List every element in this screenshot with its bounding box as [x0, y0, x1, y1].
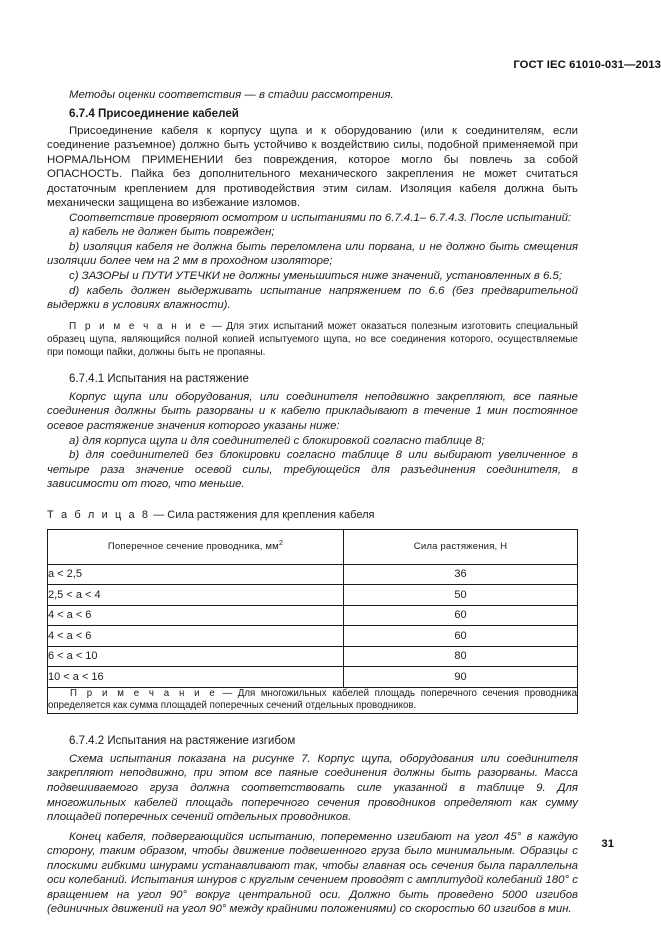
- cell-conductor-section: a < 2,5: [48, 564, 344, 585]
- note-body: — Для этих испытаний может оказаться полезным изготовить специальный образец щупа, являющийся полной копией испытуемого щупа, но все соединения которого, осуществляемые при помощи пайки, должны быть не пропаяны.: [47, 320, 578, 359]
- intro-paragraph: Методы оценки соответствия — в стадии рассмотрения.: [69, 89, 394, 101]
- table-row: [48, 564, 578, 585]
- column-header-conductor-section: [48, 529, 344, 564]
- cell-conductor-section: 6 < a < 10: [48, 646, 344, 667]
- cell-conductor-section: 2,5 < a < 4: [48, 585, 344, 606]
- table-note-row: [48, 687, 578, 713]
- table-8-tensile-force: [47, 529, 578, 714]
- cell-tensile-force: 90: [344, 667, 578, 688]
- list-item-c: c) ЗАЗОРЫ и ПУТИ УТЕЧКИ не должны уменьшиться ниже значений, установленных в 6.5;: [69, 270, 563, 283]
- table-caption-text: — Сила растяжения для крепления кабеля: [150, 508, 375, 521]
- paragraph-6-7-4-2-first: Схема испытания показана на рисунке 7. Корпус щупа, оборудования или соединителя закрепляют неподвижно, при этом все паяные соединения должны быть разорваны. Масса подвешиваемого груза должна соответствовать силе указанной в таблице 9. Для многожильных кабелей площадь поперечного сечения проводников определяют как сумму площадей поперечных сечений отдельных проводников.: [47, 752, 578, 824]
- cell-conductor-section: 4 < a < 6: [48, 626, 344, 647]
- table-8-caption: [47, 508, 578, 522]
- table-note-text: — Для многожильных кабелей площадь поперечного сечения проводника определяется как сумма площадей поперечных сечений отдельных проводников.: [48, 687, 577, 712]
- table-head: [48, 529, 578, 564]
- heading-6-7-4-2: 6.7.4.2 Испытания на растяжение изгибом: [69, 734, 296, 747]
- table-row: [48, 646, 578, 667]
- conformity-lead: Соответствие проверяют осмотром и испытаниями по 6.7.4.1– 6.7.4.3. После испытаний:: [69, 211, 572, 224]
- cell-conductor-section: 4 < a < 6: [48, 605, 344, 626]
- list-item-b: b) изоляция кабеля не должна быть переломлена или порвана, и не должно быть смещения изоляции более чем на 2 мм в проходном изоляторе;: [47, 240, 578, 268]
- table-header-row: [48, 529, 578, 564]
- table-row: [48, 667, 578, 688]
- paragraph-6-7-4: Присоединение кабеля к корпусу щупа и к оборудованию (или к соединителям, если соединение разъемное) должно быть устойчиво к воздействию силы, подобной применяемой при НОРМАЛЬНОМ ПРИМЕНЕНИИ без повреждения, которое могло бы повлечь за собой ОПАСНОСТЬ. Пайка без дополнительного механического закрепления не может считаться достаточным креплением для противодействия этим силам. Изоляция кабеля должна быть механически защищена во избежание изломов.: [47, 124, 578, 210]
- list-item-6741-b: b) для соединителей без блокировки согласно таблице 8 или выбирают увеличенное в четыре раза значение осевой силы, требующейся для разъединения соединителя, в зависимости от того, что меньше.: [47, 449, 578, 491]
- note-label: П р и м е ч а н и е: [69, 320, 208, 332]
- cell-tensile-force: 80: [344, 646, 578, 667]
- column-header-text: Поперечное сечение проводника, мм: [107, 541, 279, 553]
- list-item-d: d) кабель должен выдерживать испытание напряжением по 6.6 (без предварительной выдержки в условиях влажности).: [47, 284, 578, 312]
- column-header-text: Сила растяжения, Н: [413, 541, 508, 553]
- list-item-a: a) кабель не должен быть поврежден;: [69, 226, 275, 239]
- heading-6-7-4-1: 6.7.4.1 Испытания на растяжение: [69, 372, 249, 385]
- paragraph-6-7-4-1: Корпус щупа или оборудования, или соединителя неподвижно закрепляют, все паяные соединения должны быть разорваны и к кабелю прикладывают в течение 1 мин постоянное осевое растяжение значения которого указаны ниже:: [47, 390, 578, 432]
- cell-tensile-force: 60: [344, 605, 578, 626]
- document-body: [47, 88, 578, 917]
- cell-tensile-force: 36: [344, 564, 578, 585]
- table-note-label: П р и м е ч а н и е: [70, 687, 217, 699]
- standard-identifier: ГОСТ IEC 61010-031—2013: [513, 59, 661, 71]
- table-row: [48, 605, 578, 626]
- heading-6-7-4: 6.7.4 Присоединение кабелей: [69, 106, 239, 120]
- document-header: [130, 59, 661, 71]
- cell-tensile-force: 50: [344, 585, 578, 606]
- list-item-6741-a: a) для корпуса щупа и для соединителей с блокировкой согласно таблице 8;: [69, 434, 485, 447]
- column-header-tensile-force: [344, 529, 578, 564]
- cell-tensile-force: 60: [344, 626, 578, 647]
- table-body: [48, 564, 578, 713]
- column-header-superscript: 2: [278, 538, 284, 548]
- table-row: [48, 626, 578, 647]
- page-number: 31: [601, 838, 614, 850]
- paragraph-6-7-4-2-second: Конец кабеля, подвергающийся испытанию, попеременно изгибают на угол 45° в каждую сторону, таким образом, чтобы движение подвешенного груза было минимальным. Образцы с плоскими гибкими шнурами устанавливают так, чтобы главная ось сечения была параллельна оси колебаний. Испытания шнуров с круглым сечением проводят с амплитудой колебаний 180° с вращением на угол 90° вокруг центральной оси. Должно быть проведено 5000 изгибов (единичных движений на угол 90° между крайними положениями) со скоростью 60 изгибов в мин.: [47, 830, 578, 916]
- cell-conductor-section: 10 < a < 16: [48, 667, 344, 688]
- note-6-7-4: [47, 320, 578, 360]
- table-row: [48, 585, 578, 606]
- table-note-cell: [48, 687, 578, 713]
- table-caption-label: Т а б л и ц а 8: [47, 508, 151, 521]
